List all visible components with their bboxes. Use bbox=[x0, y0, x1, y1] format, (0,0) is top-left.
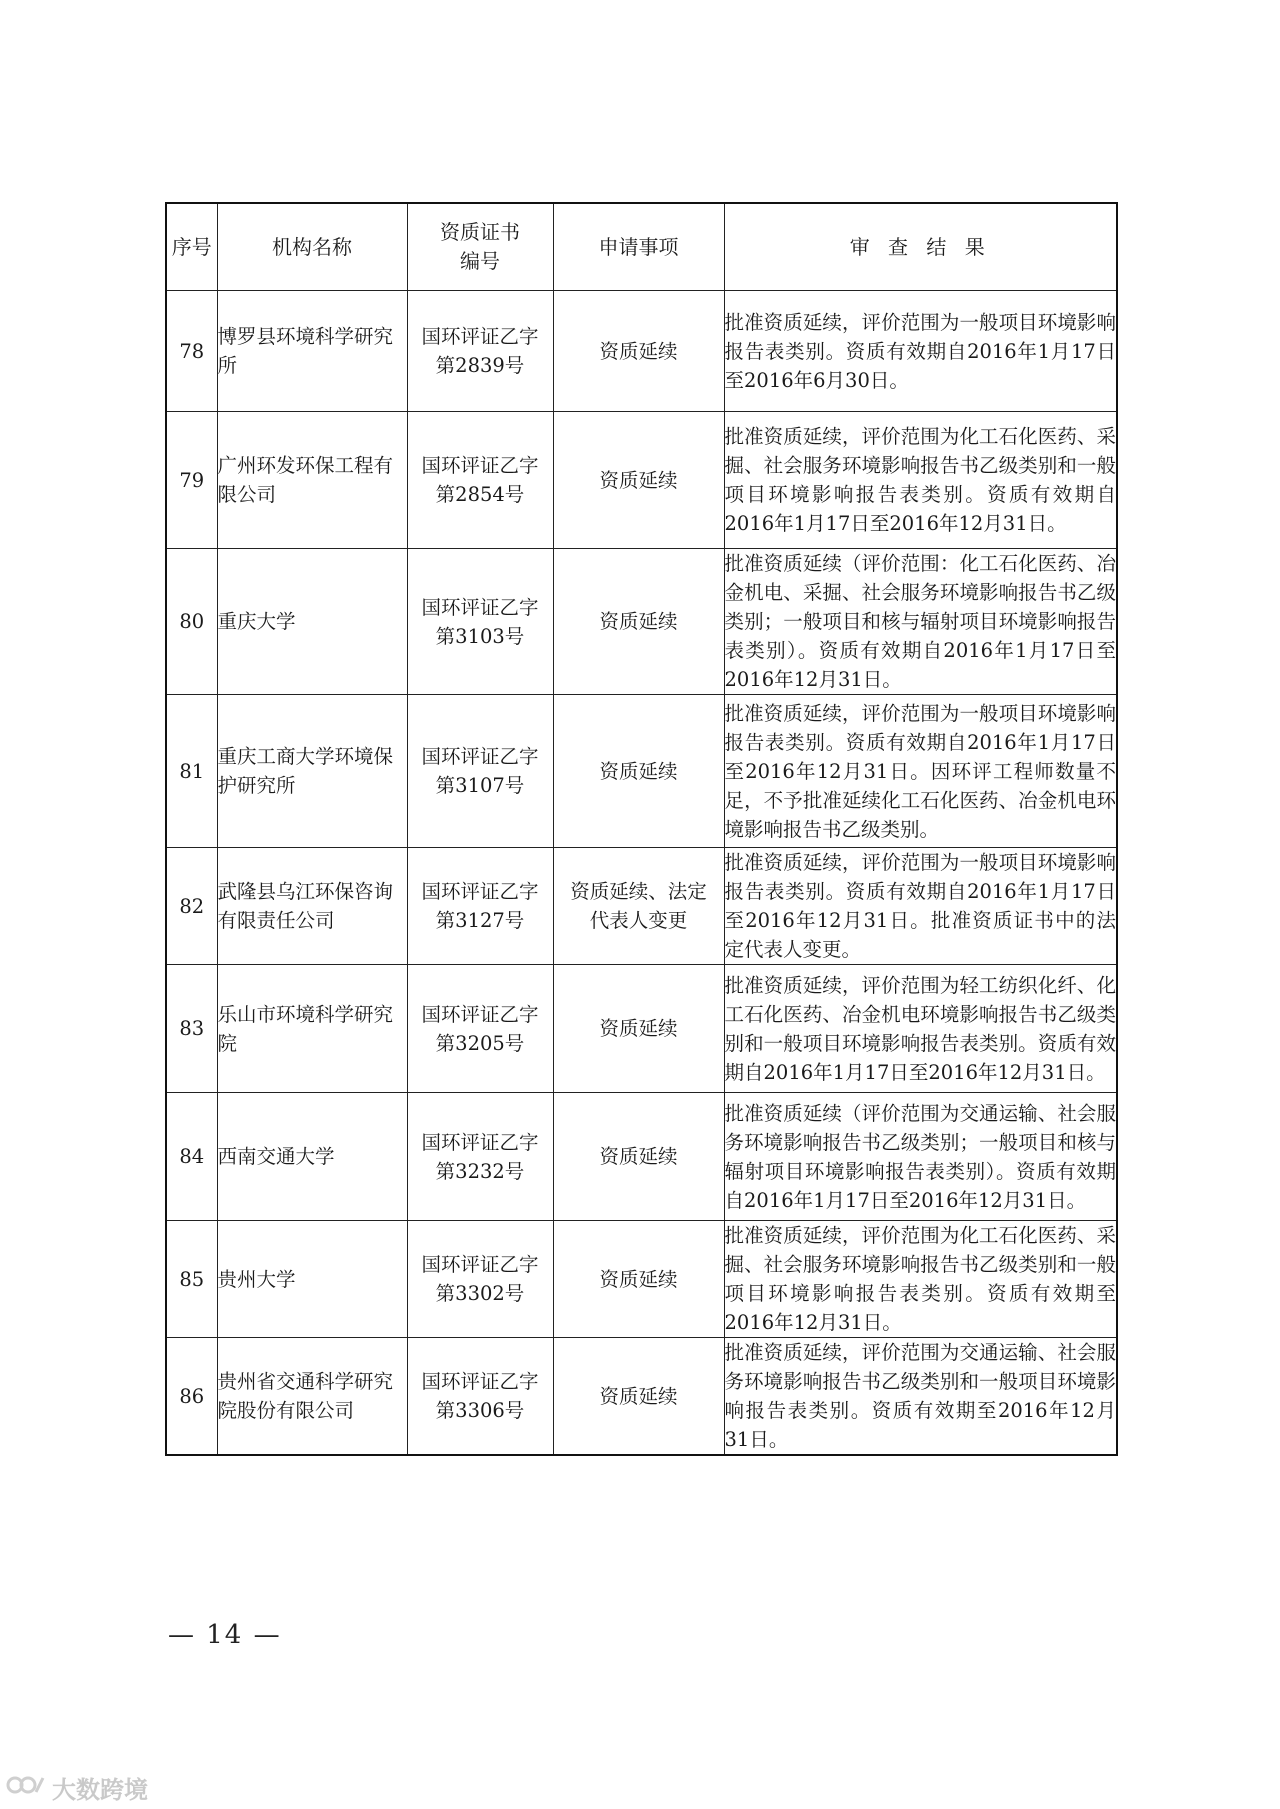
row-result-text: 批准资质延续，评价范围为交通运输、社会服务环境影响报告书乙级类别和一般项目环境影响报告表类别。资质有效期至2016年12月31日。 bbox=[724, 1341, 1116, 1451]
row-org-name-text: 贵州省交通科学研究院股份有限公司 bbox=[217, 1370, 394, 1422]
row-org-name-text: 武隆县乌江环保咨询有限责任公司 bbox=[217, 880, 394, 932]
row-seq-text: 82 bbox=[179, 894, 205, 918]
row-seq-text: 85 bbox=[179, 1267, 205, 1291]
row-application bbox=[553, 1093, 724, 1221]
row-seq bbox=[166, 549, 217, 695]
header-result: 审 查 结 果 bbox=[724, 203, 1117, 291]
row-application bbox=[553, 848, 724, 965]
header-cert-number bbox=[407, 203, 553, 291]
row-org-name bbox=[217, 549, 407, 695]
row-result-text: 批准资质延续，评价范围为一般项目环境影响报告表类别。资质有效期自2016年1月17日至2016年6月30日。 bbox=[724, 310, 1116, 392]
row-application-text: 资质延续 bbox=[599, 1384, 678, 1408]
row-org-name bbox=[217, 848, 407, 965]
row-result bbox=[724, 1221, 1117, 1338]
table-row bbox=[166, 1338, 1117, 1456]
row-org-name bbox=[217, 695, 407, 848]
row-cert-number bbox=[407, 549, 553, 695]
row-cert-number-text: 国环评证乙字第3232号 bbox=[421, 1130, 539, 1183]
table-row bbox=[166, 1221, 1117, 1338]
row-org-name-text: 乐山市环境科学研究院 bbox=[217, 1002, 394, 1055]
row-result-text: 批准资质延续（评价范围为交通运输、社会服务环境影响报告书乙级类别；一般项目和核与辐射项目环境影响报告表类别）。资质有效期自2016年1月17日至2016年12月31日。 bbox=[724, 1101, 1116, 1212]
table-row bbox=[166, 1093, 1117, 1221]
row-cert-number bbox=[407, 1093, 553, 1221]
row-application-text: 资质延续 bbox=[599, 1267, 678, 1291]
row-seq bbox=[166, 695, 217, 848]
row-application-text: 资质延续 bbox=[599, 339, 678, 363]
row-seq bbox=[166, 412, 217, 549]
row-cert-number-text: 国环评证乙字第3103号 bbox=[421, 595, 539, 648]
watermark-text: 大数跨境 bbox=[52, 1775, 148, 1804]
row-cert-number bbox=[407, 965, 553, 1093]
row-seq bbox=[166, 1093, 217, 1221]
row-seq bbox=[166, 1338, 217, 1456]
row-seq-text: 81 bbox=[179, 759, 205, 783]
row-result-text: 批准资质延续，评价范围为一般项目环境影响报告表类别。资质有效期自2016年1月17日至2016年12月31日。因环评工程师数量不足，不予批准延续化工石化医药、冶金机电环境影响报告书乙级类别。 bbox=[724, 701, 1116, 841]
row-cert-number bbox=[407, 695, 553, 848]
table-row bbox=[166, 848, 1117, 965]
row-cert-number-text: 国环评证乙字第3205号 bbox=[421, 1002, 539, 1055]
row-org-name-text: 重庆大学 bbox=[217, 610, 296, 633]
row-result-text: 批准资质延续，评价范围为一般项目环境影响报告表类别。资质有效期自2016年1月17日至2016年12月31日。批准资质证书中的法定代表人变更。 bbox=[724, 851, 1116, 961]
table-row bbox=[166, 549, 1117, 695]
row-result bbox=[724, 291, 1117, 412]
row-seq-text: 79 bbox=[179, 468, 205, 492]
row-application bbox=[553, 412, 724, 549]
table-row bbox=[166, 291, 1117, 412]
row-cert-number-text: 国环评证乙字第2854号 bbox=[421, 454, 539, 506]
row-cert-number-text: 国环评证乙字第3306号 bbox=[421, 1370, 539, 1422]
row-application bbox=[553, 1221, 724, 1338]
row-cert-number-text: 国环评证乙字第2839号 bbox=[421, 325, 539, 377]
row-application bbox=[553, 291, 724, 412]
row-result-text: 批准资质延续（评价范围：化工石化医药、冶金机电、采掘、社会服务环境影响报告书乙级类别；一般项目和核与辐射项目环境影响报告表类别）。资质有效期自2016年1月17日至2016年12月31日。 bbox=[724, 552, 1116, 691]
row-seq bbox=[166, 1221, 217, 1338]
row-application-text: 资质延续 bbox=[599, 759, 678, 783]
table-row bbox=[166, 412, 1117, 549]
row-result bbox=[724, 848, 1117, 965]
row-result-text: 批准资质延续，评价范围为轻工纺织化纤、化工石化医药、冶金机电环境影响报告书乙级类别和一般项目环境影响报告表类别。资质有效期自2016年1月17日至2016年12月31日。 bbox=[724, 973, 1116, 1084]
row-result bbox=[724, 695, 1117, 848]
row-seq bbox=[166, 291, 217, 412]
row-org-name-text: 重庆工商大学环境保护研究所 bbox=[217, 745, 394, 797]
header-application: 申请事项 bbox=[553, 203, 724, 291]
row-seq-text: 84 bbox=[179, 1145, 205, 1168]
row-seq-text: 86 bbox=[179, 1384, 205, 1408]
row-cert-number-text: 国环评证乙字第3302号 bbox=[421, 1253, 539, 1305]
watermark bbox=[6, 1772, 148, 1802]
row-application bbox=[553, 695, 724, 848]
page-number: — 14 — bbox=[168, 1620, 282, 1650]
row-application bbox=[553, 549, 724, 695]
header-cert-text: 资质证书编号 bbox=[440, 220, 520, 273]
row-result bbox=[724, 549, 1117, 695]
review-results-table bbox=[165, 202, 1118, 1456]
watermark-logo-icon bbox=[6, 1772, 46, 1802]
row-org-name-text: 西南交通大学 bbox=[217, 1145, 335, 1168]
row-result bbox=[724, 412, 1117, 549]
row-org-name-text: 广州环发环保工程有限公司 bbox=[217, 454, 394, 506]
row-result-text: 批准资质延续，评价范围为化工石化医药、采掘、社会服务环境影响报告书乙级类别和一般项目环境影响报告表类别。资质有效期自2016年1月17日至2016年12月31日。 bbox=[724, 425, 1116, 535]
table-row bbox=[166, 965, 1117, 1093]
row-org-name bbox=[217, 412, 407, 549]
row-seq-text: 80 bbox=[179, 610, 205, 633]
row-application bbox=[553, 1338, 724, 1456]
row-org-name bbox=[217, 965, 407, 1093]
table-header-row bbox=[166, 203, 1117, 291]
row-result-text: 批准资质延续，评价范围为化工石化医药、采掘、社会服务环境影响报告书乙级类别和一般项目环境影响报告表类别。资质有效期至2016年12月31日。 bbox=[724, 1224, 1116, 1334]
row-org-name-text: 贵州大学 bbox=[217, 1267, 296, 1291]
row-org-name-text: 博罗县环境科学研究所 bbox=[217, 325, 394, 377]
row-cert-number bbox=[407, 1221, 553, 1338]
row-org-name bbox=[217, 1221, 407, 1338]
row-seq bbox=[166, 848, 217, 965]
row-application-text: 资质延续、法定代表人变更 bbox=[570, 880, 707, 932]
row-application-text: 资质延续 bbox=[599, 610, 678, 633]
table-row bbox=[166, 695, 1117, 848]
row-cert-number bbox=[407, 1338, 553, 1456]
row-cert-number-text: 国环评证乙字第3127号 bbox=[421, 880, 539, 932]
row-result bbox=[724, 1338, 1117, 1456]
row-org-name bbox=[217, 291, 407, 412]
row-org-name bbox=[217, 1093, 407, 1221]
row-application bbox=[553, 965, 724, 1093]
row-seq-text: 78 bbox=[179, 339, 205, 363]
row-application-text: 资质延续 bbox=[599, 1017, 678, 1040]
row-cert-number bbox=[407, 291, 553, 412]
row-cert-number bbox=[407, 848, 553, 965]
row-org-name bbox=[217, 1338, 407, 1456]
row-application-text: 资质延续 bbox=[599, 468, 678, 492]
row-cert-number bbox=[407, 412, 553, 549]
row-result bbox=[724, 1093, 1117, 1221]
row-cert-number-text: 国环评证乙字第3107号 bbox=[421, 745, 539, 797]
row-result bbox=[724, 965, 1117, 1093]
row-seq bbox=[166, 965, 217, 1093]
row-seq-text: 83 bbox=[179, 1017, 205, 1040]
header-seq: 序号 bbox=[166, 203, 217, 291]
header-org-name: 机构名称 bbox=[217, 203, 407, 291]
row-application-text: 资质延续 bbox=[599, 1145, 678, 1168]
